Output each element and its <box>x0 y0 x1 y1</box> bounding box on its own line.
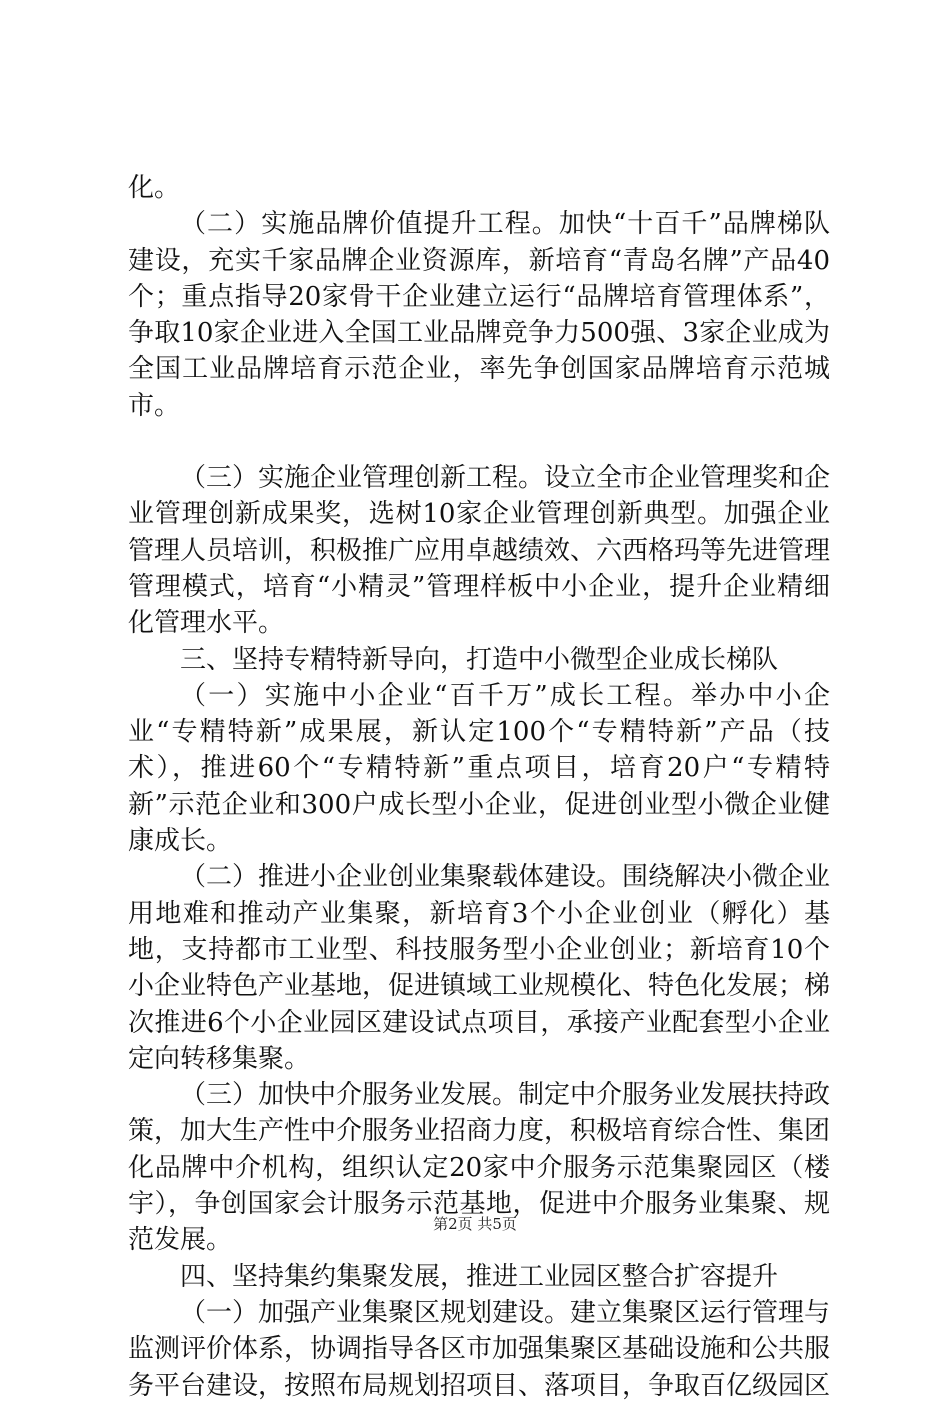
paragraph-brand-value: （二）实施品牌价值提升工程。加快“十百千”品牌梯队建设，充实千家品牌企业资源库，新培育“青岛名牌”产品40个；重点指导20家骨干企业建立运行“品牌培育管理体系”，争取10家企业进入全国工业品牌竞争力500强、3家企业成为全国工业品牌培育示范企业，率先争创国家品牌培育示范城市。 <box>128 209 830 421</box>
paragraph-cluster-planning: （一）加强产业集聚区规划建设。建立集聚区运行管理与监测评价体系，协调指导各区市加强集聚区基础设施和公共服务平台建设，按照布局规划招项目、落项目，争取百亿级园区 <box>128 1297 831 1401</box>
paragraph-sme-growth: （一）实施中小企业“百千万”成长工程。举办中小企业“专精特新”成果展，新认定100个“专精特新”产品（技术），推进60个“专精特新”重点项目，培育20户“专精特新”示范企业和300户成长型小企业，促进创业型小微企业健康成长。 <box>128 680 830 857</box>
paragraph-startup-clusters: （二）推进小企业创业集聚载体建设。围绕解决小微企业用地难和推动产业集聚，新培育3个小企业创业（孵化）基地，支持都市工业型、科技服务型小企业创业；新培育10个小企业特色产业基地，促进镇域工业规模化、特色化发展；梯次推进6个小企业园区建设试点项目，承接产业配套型小企业定向转移集聚。 <box>128 862 831 1074</box>
paragraph-management-innovation: （三）实施企业管理创新工程。设立全市企业管理奖和企业管理创新成果奖，选树10家企业管理创新典型。加强企业管理人员培训，积极推广应用卓越绩效、六西格玛等先进管理管理模式，培育“小精灵”管理样板中小企业，提升企业精细化管理水平。 <box>128 463 831 639</box>
paragraph-intermediary-services: （三）加快中介服务业发展。制定中介服务业发展扶持政策，加大生产性中介服务业招商力度，积极培育综合性、集团化品牌中介机构，组织认定20家中介服务示范集聚园区（楼宇），争创国家会计服务示范基地，促进中介服务业集聚、规范发展。 <box>128 1080 831 1256</box>
section-heading-3: 三、坚持专精特新导向，打造中小微型企业成长梯队 <box>180 644 779 675</box>
paragraph-continuation: 化。 <box>128 173 181 203</box>
page-number-footer: 第2页 共5页 <box>433 1215 517 1233</box>
section-heading-4: 四、坚持集约集聚发展，推进工业园区整合扩容提升 <box>180 1261 779 1292</box>
